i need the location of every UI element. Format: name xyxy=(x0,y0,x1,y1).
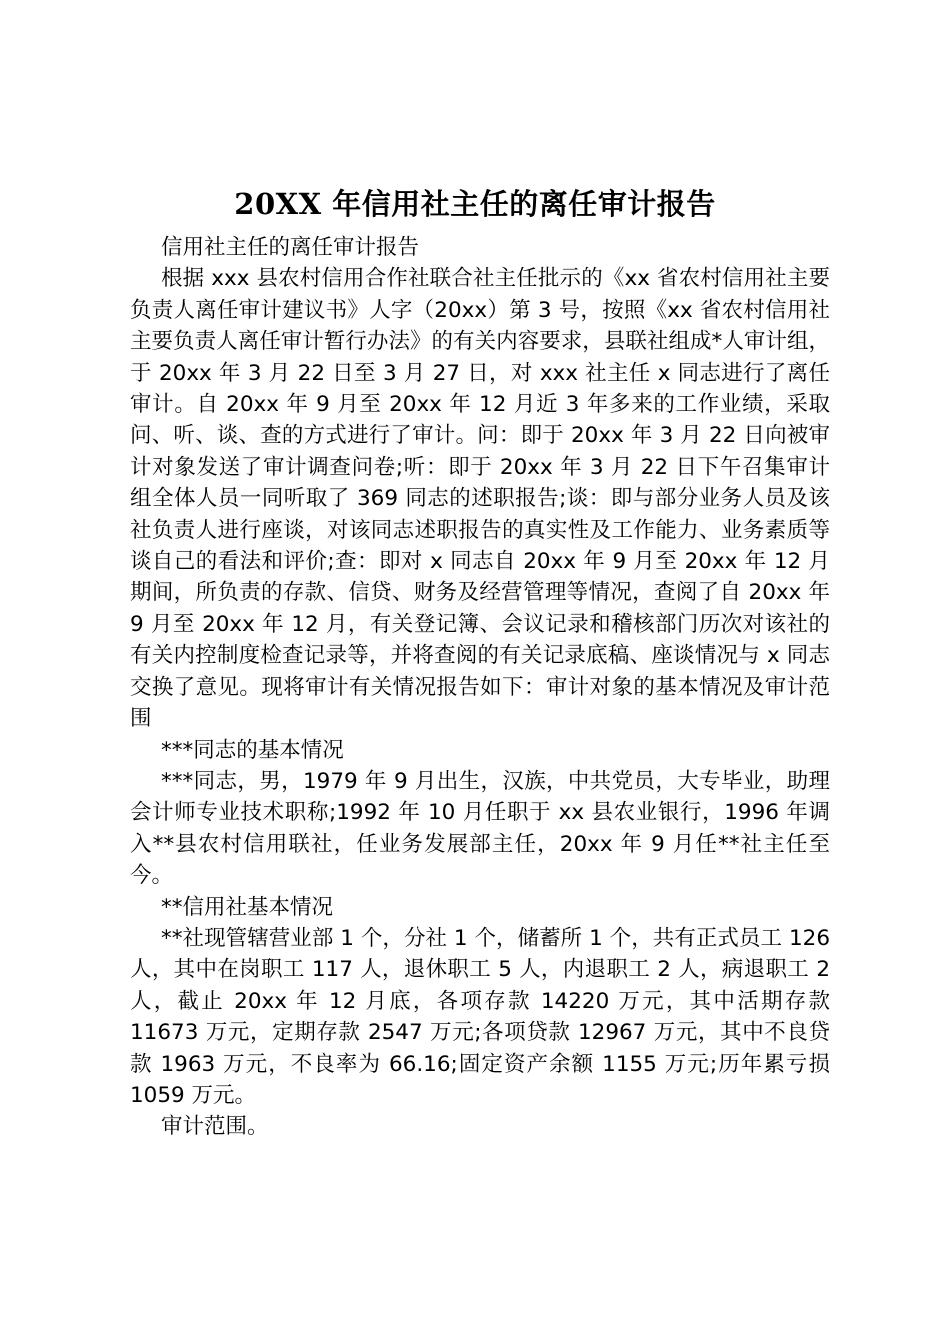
document-title: 20XX 年信用社主任的离任审计报告 xyxy=(234,187,716,221)
intro-paragraph: 根据 xxx 县农村信用合作社联合社主任批示的《xx 省农村信用社主要负责人离任审计建议书》人字（20xx）第 3 号，按照《xx 省农村信用社主要负责人离任审计暂行办法》的有关内容要求，县联社组成*人审计组，于 20xx 年 3 月 22 日至 3 月 27 日，对 xxx 社主任 x 同志进行了离任审计。自 20xx 年 9 月至 20xx 年 12 月近 3 年多来的工作业绩，采取问、听、谈、查的方式进行了审计。问：即于 20xx 年 3 月 22 日向被审计对象发送了审计调查问卷;听：即于 20xx 年 3 月 22 日下午召集审计组全体人员一同听取了 369 同志的述职报告;谈：即与部分业务人员及该社负责人进行座谈，对该同志述职报告的真实性及工作能力、业务素质等谈自己的看法和评价;查：即对 x 同志自 20xx 年 9 月至 20xx 年 12 月期间，所负责的存款、信贷、财务及经营管理等情况，查阅了自 20xx 年 9 月至 20xx 年 12 月，有关登记簿、会议记录和稽核部门历次对该社的有关内控制度检查记录等，并将查阅的有关记录底稿、座谈情况与 x 同志交换了意见。现将审计有关情况报告如下：审计对象的基本情况及审计范围 xyxy=(130,266,830,732)
section-heading-audit-scope: 审计范围。 xyxy=(161,1114,269,1140)
person-info-paragraph: ***同志，男，1979 年 9 月出生，汉族，中共党员，大专毕业，助理会计师专业技术职称;1992 年 10 月任职于 xx 县农业银行，1996 年调入**县农村信用联社，任业务发展部主任，20xx 年 9 月任**社主任至今。 xyxy=(130,768,830,889)
credit-union-info-paragraph: **社现管辖营业部 1 个，分社 1 个，储蓄所 1 个，共有正式员工 126 人，其中在岗职工 117 人，退休职工 5 人，内退职工 2 人，病退职工 2 人，截止 20xx 年 12 月底，各项存款 14220 万元，其中活期存款 11673 万元，定期存款 2547 万元;各项贷款 12967 万元，其中不良贷款 1963 万元，不良率为 66.16;固定资产余额 1155 万元;历年累亏损 1059 万元。 xyxy=(130,925,830,1108)
document-body xyxy=(130,232,830,1143)
subtitle-paragraph: 信用社主任的离任审计报告 xyxy=(161,235,420,260)
section-heading-person: ***同志的基本情况 xyxy=(161,737,344,763)
section-heading-credit-union: **信用社基本情况 xyxy=(161,894,334,920)
